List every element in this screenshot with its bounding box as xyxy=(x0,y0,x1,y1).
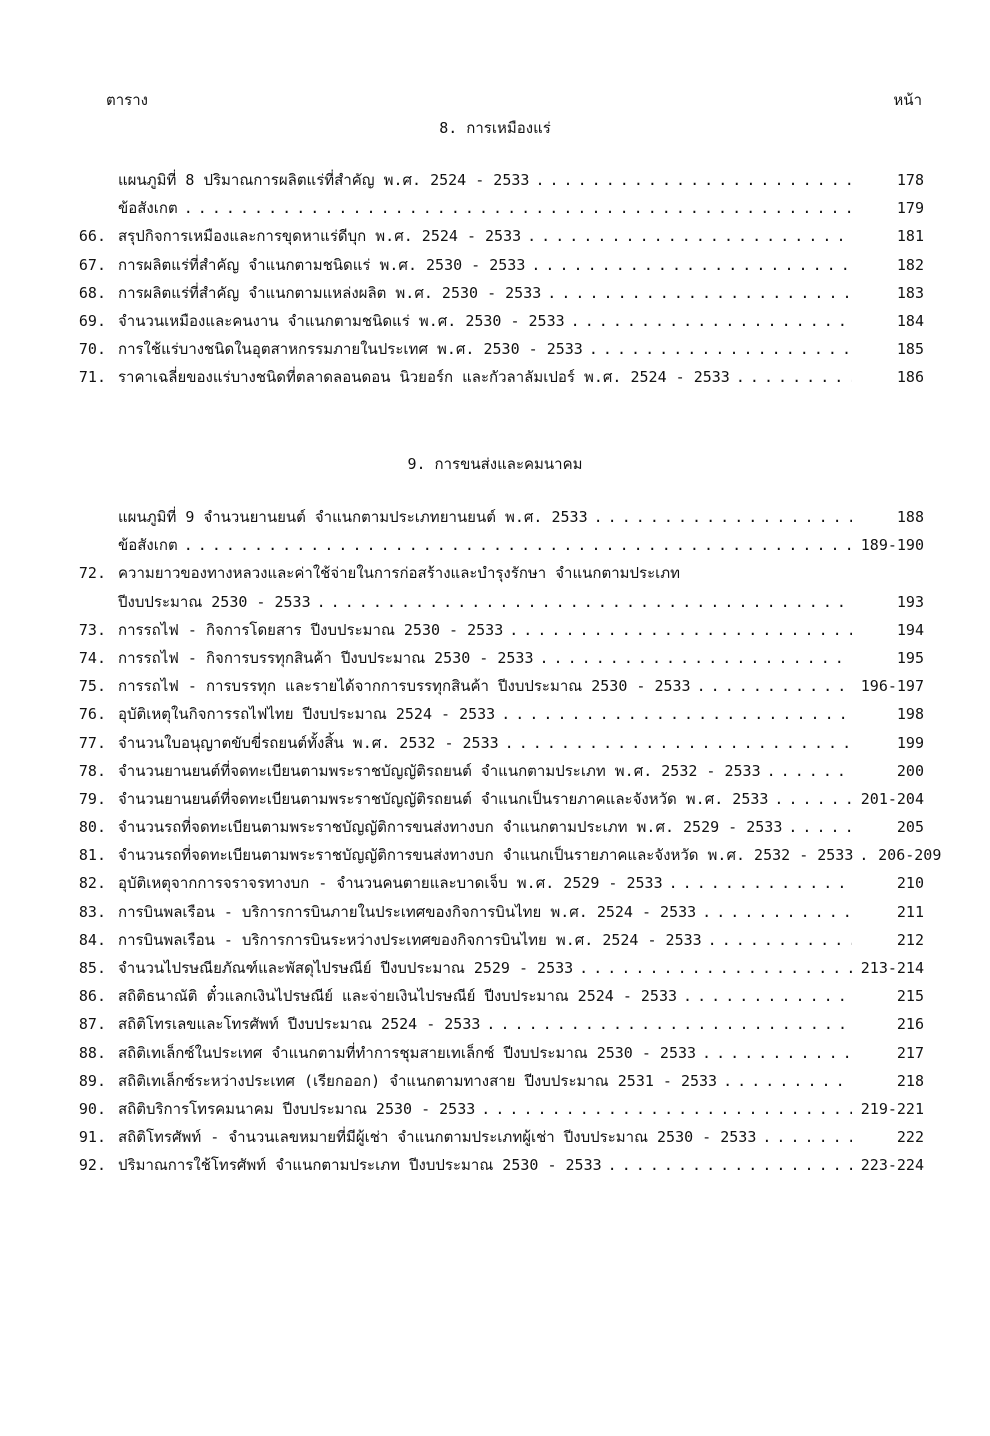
toc-entry-number: 89. xyxy=(78,1071,106,1090)
toc-entry-page: 216 xyxy=(896,1015,924,1034)
toc-entry-number: 79. xyxy=(78,789,106,808)
toc-entry-title: ข้อสังเกต xyxy=(118,536,178,555)
toc-entry-title: การรถไฟ - การบรรทุก และรายได้จากการบรรทุกสินค้า ปีงบประมาณ 2530 - 2533 xyxy=(118,677,691,696)
toc-entry-number: 72. xyxy=(78,564,106,583)
toc-entry xyxy=(66,928,924,956)
toc-entry-number: 74. xyxy=(78,648,106,667)
toc-entry xyxy=(66,618,924,646)
toc-entry-title: จำนวนเหมืองและคนงาน จำแนกตามชนิดแร่ พ.ศ. 2530 - 2533 xyxy=(118,311,565,330)
toc-entry-page: 206-209 xyxy=(878,846,942,865)
toc-entry-title: แผนภูมิที่ 9 จำนวนยานยนต์ จำแนกตามประเภทยานยนต์ พ.ศ. 2533 xyxy=(118,508,588,526)
toc-entry xyxy=(66,196,924,224)
toc-entry-page: 200 xyxy=(896,761,924,780)
toc-entry xyxy=(66,674,924,702)
toc-entry-number: 70. xyxy=(78,340,106,359)
toc-entry-title: สถิติธนาณัติ ตั๋วแลกเงินไปรษณีย์ และจ่ายเงินไปรษณีย์ ปีงบประมาณ 2524 - 2533 xyxy=(118,987,678,1006)
toc-entry-number: 75. xyxy=(78,677,106,696)
toc-entry-number: 87. xyxy=(78,1015,106,1034)
toc-entry-title: สรุปกิจการเหมืองและการขุดหาแร่ดีบุก พ.ศ. 2524 - 2533 xyxy=(118,227,522,246)
toc-entry-page: 184 xyxy=(896,311,924,330)
dot-leader xyxy=(594,508,852,526)
dot-leader xyxy=(509,621,852,639)
toc-entry-title: สถิติโทรศัพท์ - จำนวนเลขหมายที่มีผู้เช่า จำแนกตามประเภทผู้เช่า ปีงบประมาณ 2530 - 2533 xyxy=(118,1128,757,1147)
toc-entry-page: 186 xyxy=(896,368,924,387)
dot-leader xyxy=(501,705,852,723)
section-9-toc xyxy=(66,505,942,1182)
dot-leader xyxy=(184,536,852,554)
toc-entry xyxy=(66,759,924,787)
toc-entry-page: 189-190 xyxy=(860,536,924,555)
toc-entry-title: สถิติบริการโทรคมนาคม ปีงบประมาณ 2530 - 2533 xyxy=(118,1099,476,1118)
toc-entry xyxy=(66,1041,924,1069)
toc-entry xyxy=(66,984,924,1012)
toc-entry-title: สถิติเทเล็กซ์ในประเทศ จำแนกตามที่ทำการชุมสายเทเล็กซ์ ปีงบประมาณ 2530 - 2533 xyxy=(118,1043,697,1062)
dot-leader xyxy=(697,677,852,695)
toc-entry-number: 84. xyxy=(78,930,106,949)
toc-entry-page: 193 xyxy=(896,592,924,611)
toc-entry xyxy=(66,1069,924,1097)
toc-entry-page: 194 xyxy=(896,620,924,639)
toc-entry-number: 91. xyxy=(78,1128,106,1147)
toc-entry xyxy=(66,956,924,984)
toc-entry-title: สถิติโทรเลขและโทรศัพท์ ปีงบประมาณ 2524 - 2533 xyxy=(118,1015,481,1034)
toc-entry-title: การผลิตแร่ที่สำคัญ จำแนกตามชนิดแร่ พ.ศ. 2530 - 2533 xyxy=(118,255,526,274)
toc-entry-page: 223-224 xyxy=(860,1156,924,1175)
toc-entry-title: ราคาเฉลี่ยของแร่บางชนิดที่ตลาดลอนดอน นิวยอร์ก และกัวลาลัมเปอร์ พ.ศ. 2524 - 2533 xyxy=(118,368,730,387)
dot-leader xyxy=(535,171,852,189)
column-header-table: ตาราง xyxy=(106,91,148,109)
section-8-toc xyxy=(66,168,924,394)
toc-entry xyxy=(66,561,924,589)
toc-entry-page: 205 xyxy=(896,818,924,837)
toc-entry xyxy=(66,815,924,843)
toc-entry xyxy=(66,337,924,365)
toc-entry-page: 178 xyxy=(896,171,924,189)
dot-leader xyxy=(736,368,852,386)
toc-entry xyxy=(66,533,924,561)
toc-entry-number: 80. xyxy=(78,818,106,837)
toc-entry xyxy=(66,590,924,618)
toc-entry-page: 179 xyxy=(896,199,924,218)
section-9-title: 9. การขนส่งและคมนาคม xyxy=(407,455,583,473)
toc-entry xyxy=(66,253,924,281)
toc-entry-number: 85. xyxy=(78,959,106,977)
toc-entry xyxy=(66,843,942,871)
toc-entry xyxy=(66,168,924,196)
toc-entry-title: การผลิตแร่ที่สำคัญ จำแนกตามแหล่งผลิต พ.ศ. 2530 - 2533 xyxy=(118,283,542,302)
toc-entry-title: ปริมาณการใช้โทรศัพท์ จำแนกตามประเภท ปีงบประมาณ 2530 - 2533 xyxy=(118,1156,602,1175)
toc-entry xyxy=(66,1097,924,1125)
toc-entry-title: จำนวนยานยนต์ที่จดทะเบียนตามพระราชบัญญัติรถยนต์ จำแนกเป็นรายภาคและจังหวัด พ.ศ. 2533 xyxy=(118,789,769,808)
toc-entry-page: 182 xyxy=(896,255,924,274)
section-8-title: 8. การเหมืองแร่ xyxy=(439,119,551,137)
toc-entry-page: 212 xyxy=(896,930,924,949)
toc-entry-page: 195 xyxy=(896,648,924,667)
toc-entry-number: 90. xyxy=(78,1099,106,1118)
toc-entry-page: 183 xyxy=(896,283,924,302)
toc-entry xyxy=(66,281,924,309)
toc-entry-number: 76. xyxy=(78,705,106,724)
toc-entry-number: 83. xyxy=(78,902,106,921)
toc-entry-page: 181 xyxy=(896,227,924,246)
toc-entry xyxy=(66,505,924,533)
dot-leader xyxy=(317,593,852,611)
dot-leader xyxy=(527,227,852,245)
dot-leader xyxy=(723,1072,852,1090)
toc-entry xyxy=(66,224,924,252)
toc-entry-number: 92. xyxy=(78,1156,106,1175)
toc-entry-number: 69. xyxy=(78,311,106,330)
toc-entry-number: 82. xyxy=(78,874,106,893)
toc-entry-number: 86. xyxy=(78,987,106,1006)
dot-leader xyxy=(184,199,852,217)
toc-entry-number: 67. xyxy=(78,255,106,274)
dot-leader xyxy=(702,903,852,921)
toc-entry-page: 201-204 xyxy=(860,789,924,808)
toc-entry-title: จำนวนรถที่จดทะเบียนตามพระราชบัญญัติการขนส่งทางบก จำแนกตามประเภท พ.ศ. 2529 - 2533 xyxy=(118,818,783,837)
dot-leader xyxy=(505,734,852,752)
dot-leader xyxy=(486,1015,852,1033)
toc-entry-number: 81. xyxy=(78,846,106,865)
toc-entry-title: ปีงบประมาณ 2530 - 2533 xyxy=(118,592,311,611)
dot-leader xyxy=(708,931,852,949)
toc-entry xyxy=(66,309,924,337)
dot-leader xyxy=(669,874,852,892)
toc-entry-title: อุบัติเหตุจากการจราจรทางบก - จำนวนคนตายและบาดเจ็บ พ.ศ. 2529 - 2533 xyxy=(118,874,663,893)
toc-entry-title: สถิติเทเล็กซ์ระหว่างประเทศ (เรียกออก) จำแนกตามทางสาย ปีงบประมาณ 2531 - 2533 xyxy=(118,1071,718,1090)
toc-entry-number: 68. xyxy=(78,283,106,302)
dot-leader xyxy=(531,256,852,274)
toc-entry-title: แผนภูมิที่ 8 ปริมาณการผลิตแร่ที่สำคัญ พ.ศ. 2524 - 2533 xyxy=(118,171,530,189)
toc-entry-title: จำนวนรถที่จดทะเบียนตามพระราชบัญญัติการขนส่งทางบก จำแนกเป็นรายภาคและจังหวัด พ.ศ. 2532 - 2533 xyxy=(118,846,854,865)
toc-entry-page: 210 xyxy=(896,874,924,893)
toc-entry-title: การใช้แร่บางชนิดในอุตสาหกรรมภายในประเทศ พ.ศ. 2530 - 2533 xyxy=(118,340,583,359)
toc-entry-page: 188 xyxy=(896,508,924,526)
dot-leader xyxy=(774,790,852,808)
toc-entry-page: 198 xyxy=(896,705,924,724)
toc-entry-number: 77. xyxy=(78,733,106,752)
toc-entry-number: 71. xyxy=(78,368,106,387)
toc-entry-number: 88. xyxy=(78,1043,106,1062)
toc-entry xyxy=(66,646,924,674)
toc-entry xyxy=(66,787,924,815)
toc-entry-title: การรถไฟ - กิจการบรรทุกสินค้า ปีงบประมาณ 2530 - 2533 xyxy=(118,648,534,667)
toc-entry-title: ข้อสังเกต xyxy=(118,199,178,218)
dot-leader xyxy=(589,340,852,358)
toc-entry-page: 222 xyxy=(896,1128,924,1147)
toc-entry-page: 211 xyxy=(896,902,924,921)
dot-leader xyxy=(481,1100,852,1118)
toc-entry-number: 78. xyxy=(78,761,106,780)
toc-entry-page: 217 xyxy=(896,1043,924,1062)
dot-leader xyxy=(579,959,852,977)
toc-entry xyxy=(66,1153,924,1181)
dot-leader xyxy=(540,649,853,667)
toc-entry xyxy=(66,1125,924,1153)
toc-entry-page: 218 xyxy=(896,1071,924,1090)
dot-leader xyxy=(702,1044,852,1062)
toc-entry-page: 213-214 xyxy=(860,959,924,977)
toc-entry-page: 185 xyxy=(896,340,924,359)
toc-entry xyxy=(66,731,924,759)
toc-entry-page: 199 xyxy=(896,733,924,752)
toc-entry xyxy=(66,900,924,928)
toc-entry-page: 196-197 xyxy=(860,677,924,696)
dot-leader xyxy=(767,762,852,780)
dot-leader xyxy=(859,846,869,864)
toc-entry-title: จำนวนไปรษณียภัณฑ์และพัสดุไปรษณีย์ ปีงบประมาณ 2529 - 2533 xyxy=(118,959,574,977)
toc-entry xyxy=(66,871,924,899)
toc-entry-title: อุบัติเหตุในกิจการรถไฟไทย ปีงบประมาณ 2524 - 2533 xyxy=(118,705,496,724)
dot-leader xyxy=(547,284,852,302)
toc-entry-title: การบินพลเรือน - บริการการบินระหว่างประเทศของกิจการบินไทย พ.ศ. 2524 - 2533 xyxy=(118,930,702,949)
toc-entry-number: 73. xyxy=(78,620,106,639)
dot-leader xyxy=(788,818,852,836)
dot-leader xyxy=(683,987,852,1005)
dot-leader xyxy=(762,1128,852,1146)
toc-entry-number: 66. xyxy=(78,227,106,246)
dot-leader xyxy=(571,312,852,330)
toc-entry-title: การบินพลเรือน - บริการการบินภายในประเทศของกิจการบินไทย พ.ศ. 2524 - 2533 xyxy=(118,902,697,921)
toc-entry-title: จำนวนใบอนุญาตขับขี่รถยนต์ทั้งสิ้น พ.ศ. 2532 - 2533 xyxy=(118,733,499,752)
toc-entry-page: 215 xyxy=(896,987,924,1006)
toc-entry xyxy=(66,365,924,393)
toc-entry xyxy=(66,1012,924,1040)
dot-leader xyxy=(608,1156,852,1174)
toc-entry-title: การรถไฟ - กิจการโดยสาร ปีงบประมาณ 2530 - 2533 xyxy=(118,620,504,639)
toc-entry-page: 219-221 xyxy=(860,1099,924,1118)
column-header-page: หน้า xyxy=(893,91,922,109)
toc-entry-title: ความยาวของทางหลวงและค่าใช้จ่ายในการก่อสร้างและบำรุงรักษา จำแนกตามประเภท xyxy=(118,564,681,583)
toc-entry xyxy=(66,702,924,730)
toc-entry-title: จำนวนยานยนต์ที่จดทะเบียนตามพระราชบัญญัติรถยนต์ จำแนกตามประเภท พ.ศ. 2532 - 2533 xyxy=(118,761,761,780)
